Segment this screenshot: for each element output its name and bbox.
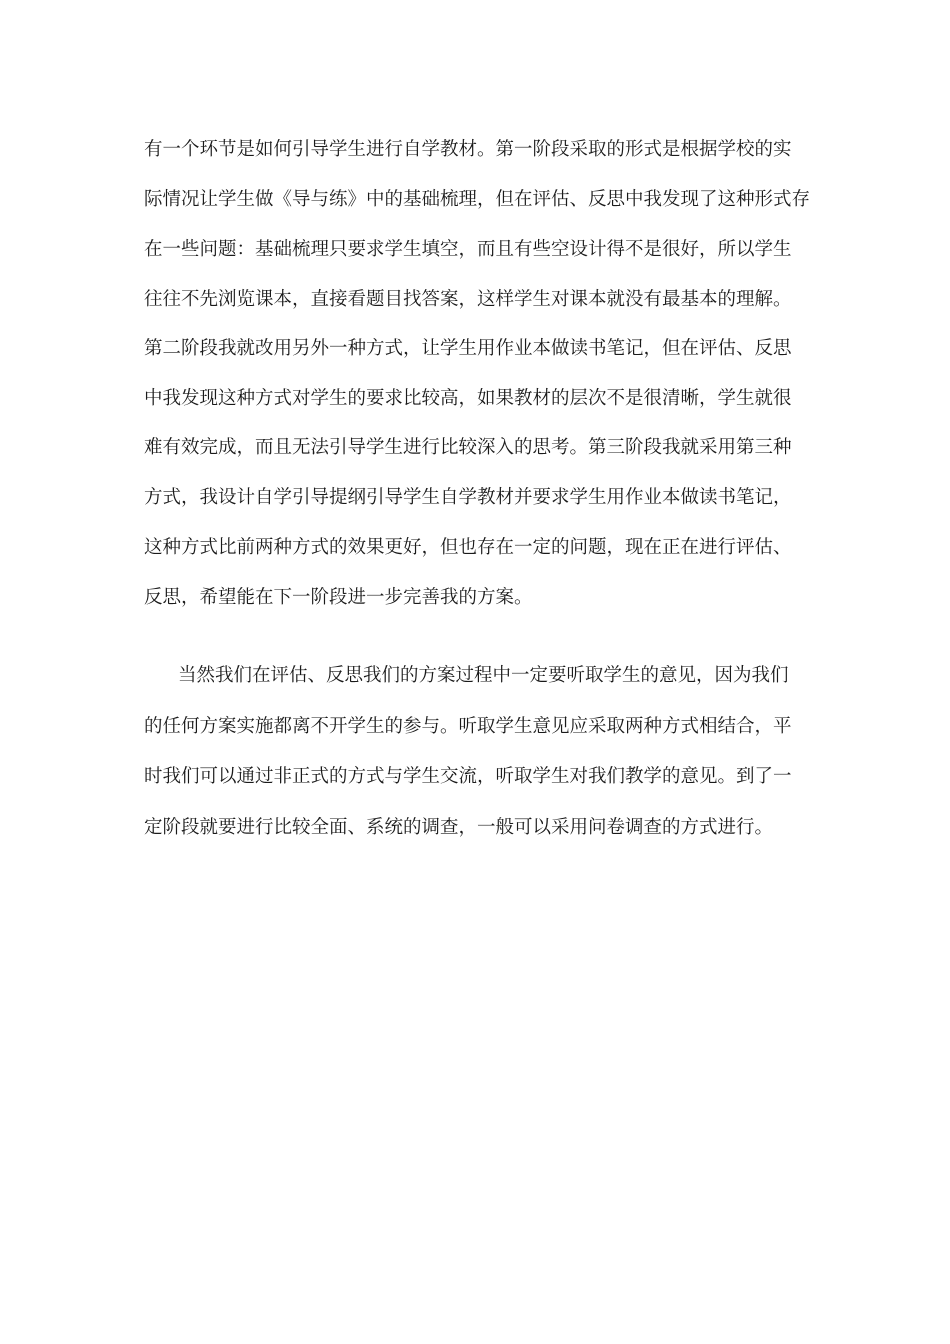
paragraph-line: 中我发现这种方式对学生的要求比较高，如果教材的层次不是很清晰，学生就很 <box>144 388 792 409</box>
paragraph-line: 往往不先浏览课本，直接看题目找答案，这样学生对课本就没有最基本的理解。 <box>144 289 792 310</box>
paragraph-line: 的任何方案实施都离不开学生的参与。听取学生意见应采取两种方式相结合，平 <box>144 716 792 737</box>
paragraph-line: 在一些问题：基础梳理只要求学生填空，而且有些空设计得不是很好，所以学生 <box>144 239 792 260</box>
paragraph-line: 时我们可以通过非正式的方式与学生交流，听取学生对我们教学的意见。到了一 <box>144 766 792 787</box>
paragraph-line: 际情况让学生做《导与练》中的基础梳理，但在评估、反思中我发现了这种形式存 <box>144 189 811 210</box>
paragraph-line: 定阶段就要进行比较全面、系统的调查，一般可以采用问卷调查的方式进行。 <box>144 817 774 838</box>
paragraph-line: 这种方式比前两种方式的效果更好，但也存在一定的问题，现在正在进行评估、 <box>144 537 792 558</box>
paragraph-line: 难有效完成，而且无法引导学生进行比较深入的思考。第三阶段我就采用第三种 <box>144 437 792 458</box>
paragraph-line: 方式，我设计自学引导提纲引导学生自学教材并要求学生用作业本做读书笔记， <box>144 487 792 508</box>
paragraph-line: 当然我们在评估、反思我们的方案过程中一定要听取学生的意见，因为我们 <box>178 665 789 686</box>
paragraph-line: 反思，希望能在下一阶段进一步完善我的方案。 <box>144 587 533 608</box>
paragraph-line: 第二阶段我就改用另外一种方式，让学生用作业本做读书笔记，但在评估、反思 <box>144 338 792 359</box>
paragraph-line: 有一个环节是如何引导学生进行自学教材。第一阶段采取的形式是根据学校的实 <box>144 139 792 160</box>
